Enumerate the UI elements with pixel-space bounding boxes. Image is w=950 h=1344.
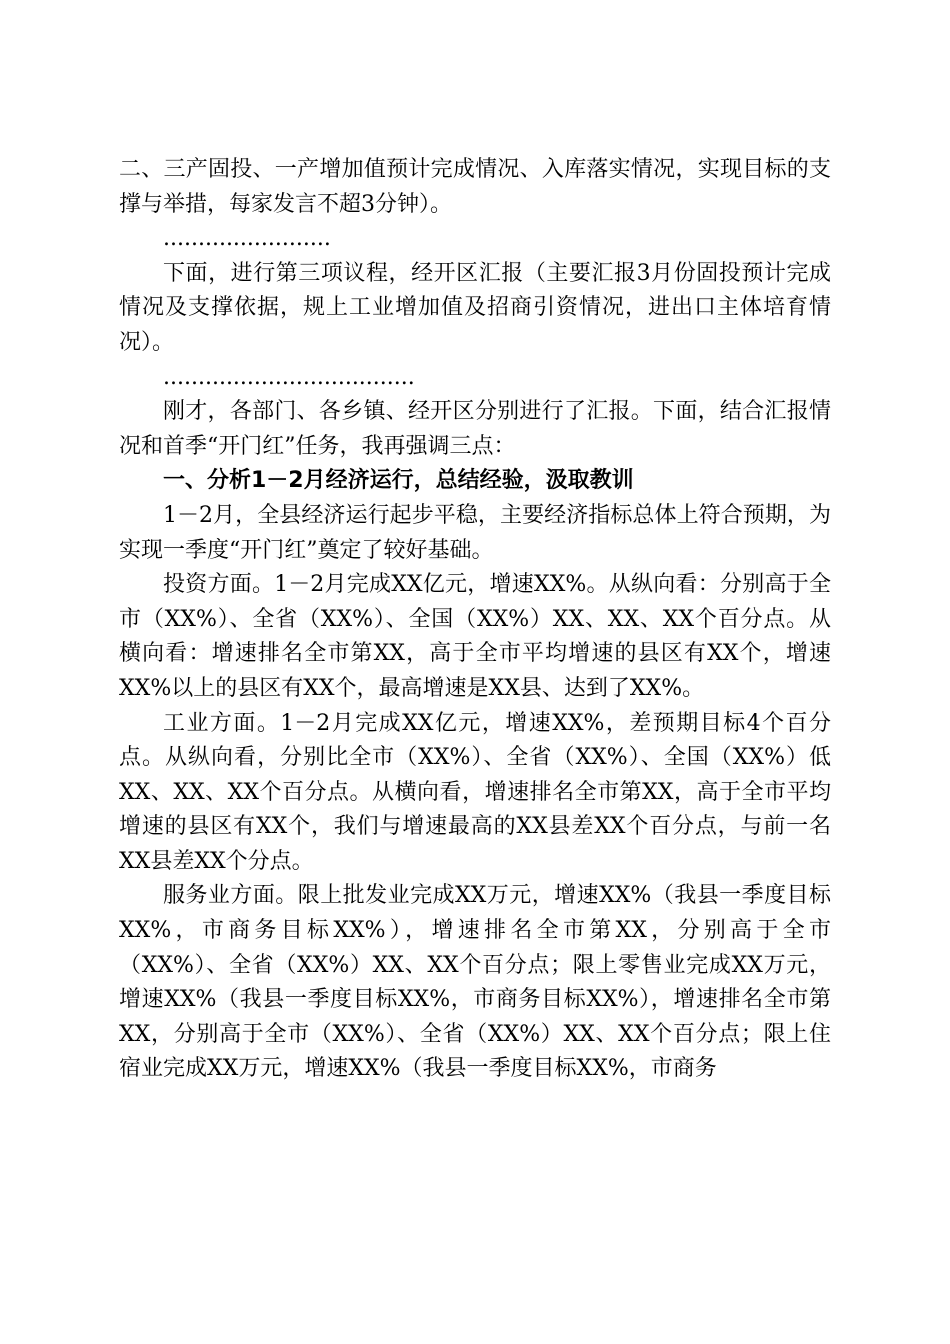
paragraph-summary: 刚才，各部门、各乡镇、经开区分别进行了汇报。下面，结合汇报情况和首季“开门红”任务，我再强调三点： [119, 399, 831, 459]
paragraph-third-agenda: 下面，进行第三项议程，经开区汇报（主要汇报3月份固投预计完成情况及支撑依据，规上工业增加值及招商引资情况，进出口主体培育情况）。 [119, 260, 831, 355]
paragraph-continuation: 二、三产固投、一产增加值预计完成情况、入库落实情况，实现目标的支撑与举措，每家发言不超3分钟）。 [119, 157, 831, 217]
paragraph-services: 服务业方面。限上批发业完成XX万元，增速XX%（我县一季度目标XX%，市商务目标XX%），增速排名全市第XX，分别高于全市（XX%）、全省（XX%）XX、XX个百分点；限上零售业完成XX万元，增速XX%（我县一季度目标XX%，市商务目标XX%），增速排名全市第XX，分别高于全市（XX%）、全省（XX%）XX、XX个百分点；限上住宿业完成XX万元，增速XX%（我县一季度目标XX%，市商务 [119, 883, 831, 1082]
paragraph-investment: 投资方面。1－2月完成XX亿元，增速XX%。从纵向看：分别高于全市（XX%）、全省（XX%）、全国（XX%）XX、XX、XX个百分点。从横向看：增速排名全市第XX，高于全市平均增速的县区有XX个，增速XX%以上的县区有XX个，最高增速是XX县、达到了XX%。 [119, 572, 831, 701]
ellipsis-separator: .................................... [163, 364, 415, 390]
ellipsis-separator: ........................ [163, 226, 331, 252]
paragraph-overview: 1－2月，全县经济运行起步平稳，主要经济指标总体上符合预期，为实现一季度“开门红”奠定了较好基础。 [119, 502, 831, 563]
paragraph-industry: 工业方面。1－2月完成XX亿元，增速XX%，差预期目标4个百分点。从纵向看，分别比全市（XX%）、全省（XX%）、全国（XX%）低XX、XX、XX个百分点。从横向看，增速排名全市第XX，高于全市平均增速的县区有XX个，我们与增速最高的XX县差XX个百分点，与前一名XX县差XX个分点。 [119, 710, 831, 874]
section-heading: 一、分析1－2月经济运行，总结经验，汲取教训 [163, 468, 634, 494]
document-body [119, 153, 831, 1087]
